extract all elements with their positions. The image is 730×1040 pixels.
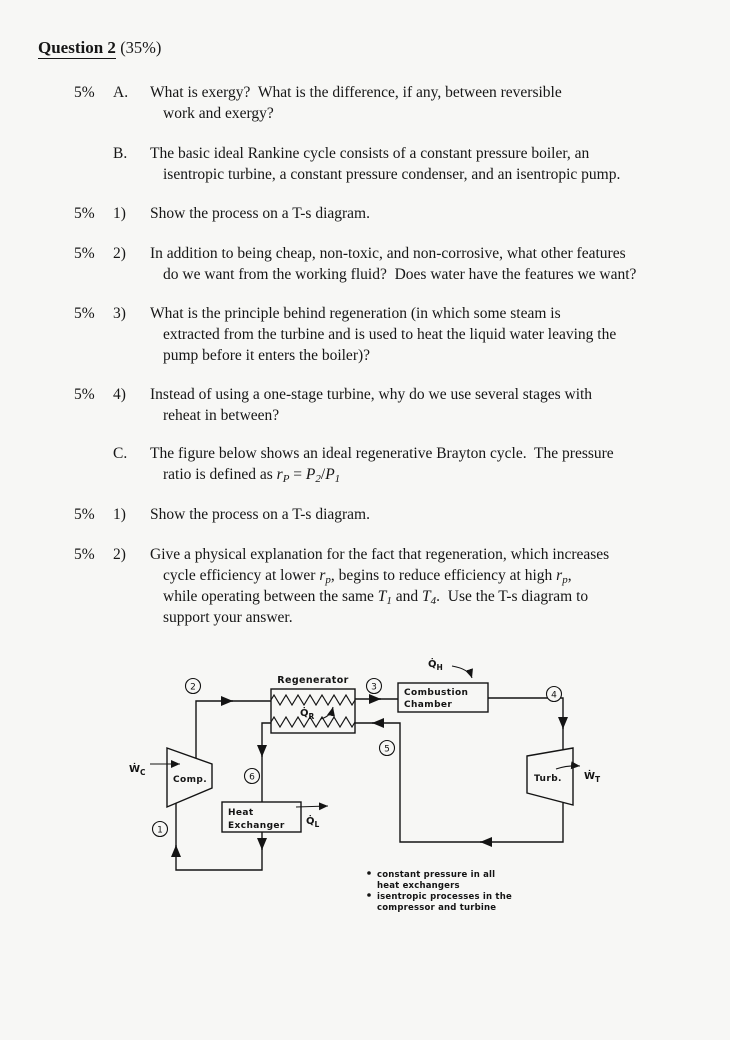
turbine-shape — [527, 748, 601, 805]
points-label: 5% — [74, 84, 95, 101]
item-label: 2) — [113, 546, 126, 563]
item-label: A. — [113, 84, 129, 101]
points-label: 5% — [74, 205, 95, 222]
item-label: 4) — [113, 386, 126, 403]
heat-exchanger-label-line2: Exchanger — [228, 821, 285, 831]
state-1-badge — [153, 822, 168, 837]
state-5-badge — [380, 741, 395, 756]
note-line-2: heat exchangers — [377, 881, 460, 891]
item-label: 1) — [113, 506, 126, 523]
item-text: In addition to being cheap, non-toxic, and non-corrosive, what other features do we want from the working fluid? Does water have the features we want? — [150, 245, 637, 283]
regenerator-box — [271, 675, 355, 733]
state-2-badge — [186, 679, 201, 694]
svg-text:4: 4 — [551, 690, 557, 701]
note-line-1: constant pressure in all — [377, 870, 496, 880]
item-label: 2) — [113, 245, 126, 262]
svg-text:5: 5 — [384, 744, 390, 755]
svg-text:1: 1 — [157, 825, 163, 836]
heat-out-label: $Q̇_L$ — [306, 816, 320, 829]
work-comp-label: Ẇ$_C$ — [129, 764, 146, 777]
cycle-pipes — [176, 698, 563, 870]
item-text: The basic ideal Rankine cycle consists of a constant pressure boiler, an isentropic turbine, a constant pressure condenser, and an isentropic pump. — [150, 145, 621, 183]
item-label: 3) — [113, 305, 126, 322]
regenerator-label: Regenerator — [277, 675, 349, 686]
svg-text:3: 3 — [371, 682, 377, 693]
item-label: B. — [113, 145, 128, 162]
item-text: Show the process on a T-s diagram. — [150, 205, 370, 222]
heat-in-label: $Q̇_H$ — [428, 659, 443, 672]
note-line-4: compressor and turbine — [377, 903, 497, 913]
points-label: 5% — [74, 305, 95, 322]
item-text: The figure below shows an ideal regenerative Brayton cycle. The pressure ratio is defined as rP = P2/P1 — [150, 445, 614, 485]
points-label: 5% — [74, 386, 95, 403]
turbine-label: Turb. — [534, 774, 562, 784]
svg-text:6: 6 — [249, 772, 255, 783]
item-label: 1) — [113, 205, 126, 222]
heat-exchanger-box — [222, 802, 328, 832]
item-text: Give a physical explanation for the fact that regeneration, which increases cycle efficiency at lower rp, begins to reduce efficiency at high rp, while operating between the same T1 and T4. Use the T-s diagram to support your answer. — [150, 546, 610, 626]
question-title: Question 2 — [38, 38, 116, 57]
points-label: 5% — [74, 546, 95, 563]
points-label: 5% — [74, 506, 95, 523]
work-turb-label: Ẇ$_T$ — [584, 771, 601, 784]
svg-text:2: 2 — [190, 682, 196, 693]
heat-exchanger-label-line1: Heat — [228, 808, 254, 818]
item-text: What is exergy? What is the difference, if any, between reversible work and exergy? — [150, 84, 562, 122]
item-text: Instead of using a one-stage turbine, why do we use several stages with reheat in between? — [150, 386, 593, 424]
item-text: What is the principle behind regeneration (in which some steam is extracted from the turbine and is used to heat the liquid water leaving the pump before it enters the boiler)? — [150, 305, 617, 364]
combustion-chamber-label-line1: Combustion — [404, 688, 469, 698]
item-text: Show the process on a T-s diagram. — [150, 506, 370, 523]
note-line-3: isentropic processes in the — [377, 892, 512, 902]
state-4-badge — [547, 687, 562, 702]
question-points: (35%) — [120, 38, 162, 57]
item-label: C. — [113, 445, 128, 462]
combustion-chamber-label-line2: Chamber — [404, 700, 453, 710]
compressor-shape — [129, 748, 212, 807]
points-label: 5% — [74, 245, 95, 262]
diagram-notes — [367, 870, 512, 913]
combustion-chamber-box — [398, 657, 488, 712]
state-3-badge — [367, 679, 382, 694]
regenerator-heat-label: $Q̇_R$ — [300, 708, 315, 721]
compressor-label: Comp. — [173, 775, 208, 785]
state-6-badge — [245, 769, 260, 784]
